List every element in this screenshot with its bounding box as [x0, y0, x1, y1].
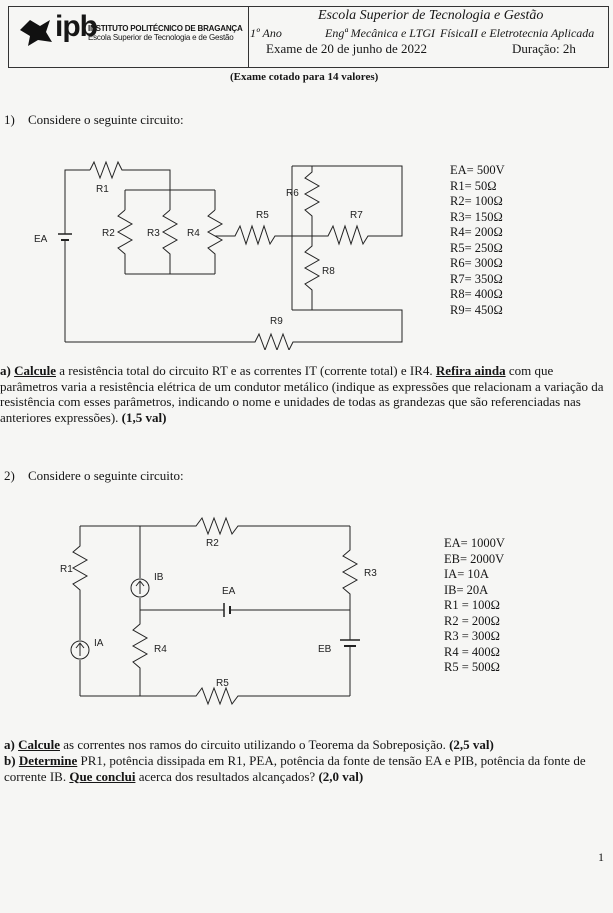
circuit-2-diagram — [60, 510, 400, 710]
q1-value: R6= 300Ω — [450, 256, 503, 270]
q2-title: Considere o seguinte circuito: — [28, 468, 184, 483]
q1-label-r6: R6 — [286, 188, 299, 199]
q1-label-r9: R9 — [270, 316, 283, 327]
q2-value: R5 = 500Ω — [444, 660, 500, 674]
q2-value: R3 = 300Ω — [444, 629, 500, 643]
q2-value: EB= 2000V — [444, 551, 505, 566]
q1-values-list — [450, 163, 505, 318]
exam-note: (Exame cotado para 14 valores) — [230, 71, 379, 83]
q2-label-r3: R3 — [364, 568, 377, 579]
q1-value: R9= 450Ω — [450, 302, 503, 317]
circuit-1-diagram — [30, 150, 430, 350]
q1-item-a-verb: Calcule — [14, 363, 56, 378]
q2-item-b-text: PR1, potência dissipada em R1, PEA, potência da fonte de tensão EA e PIB, potência da fonte de corrente IB. — [4, 753, 586, 784]
q2-number: 2) — [4, 468, 15, 483]
q2-item-a — [4, 737, 610, 753]
q1-value: R1= 50Ω — [450, 178, 497, 193]
q1-item-a-text: a resistência total do circuito RT e as correntes IT (corrente total) e IR4. — [55, 363, 436, 378]
q2-item-a-points: (2,5 val) — [445, 737, 494, 752]
q2-label-ib: IB — [154, 572, 164, 583]
q2-label-ia: IA — [94, 638, 104, 649]
institution-name: INSTITUTO POLITÉCNICO DE BRAGANÇA — [88, 24, 243, 33]
q2-item-a-label: a) — [4, 737, 15, 752]
q1-label-r7: R7 — [350, 210, 363, 221]
q2-value: R4 = 400Ω — [444, 644, 500, 659]
q2-item-b — [4, 753, 610, 784]
q1-label-r5: R5 — [256, 210, 269, 221]
q1-value: R3= 150Ω — [450, 209, 503, 224]
q2-item-a-text: as correntes nos ramos do circuito utilizando o Teorema da Sobreposição. — [59, 737, 446, 752]
q1-value: R5= 250Ω — [450, 240, 503, 255]
institution-school: Escola Superior de Tecnologia e de Gestão — [88, 33, 234, 42]
q1-item-a-verb2: Refira ainda — [435, 363, 506, 378]
q2-label-ea: EA — [222, 586, 236, 597]
q1-label-ea: EA — [34, 234, 48, 245]
q2-value: IB= 20A — [444, 582, 489, 597]
q2-item-a-verb: Calcule — [18, 737, 60, 752]
q2-label-eb: EB — [318, 644, 332, 655]
course: Engª Mecânica e LTGI — [325, 26, 436, 40]
q1-item-a — [0, 363, 610, 425]
q1-value: R4= 200Ω — [450, 225, 503, 239]
q2-value: R1 = 100Ω — [444, 598, 500, 612]
q1-label-r3: R3 — [147, 228, 160, 239]
q1-item-a-label: a) — [0, 363, 11, 378]
q1-value: EA= 500V — [450, 163, 505, 177]
logo-text: ipb — [55, 10, 97, 43]
q1-value: R2= 100Ω — [450, 194, 503, 208]
q2-label-r2: R2 — [206, 538, 219, 549]
duration: Duração: 2h — [512, 41, 576, 56]
exam-date: Exame de 20 de junho de 2022 — [266, 41, 428, 56]
q2-label-r1: R1 — [60, 564, 73, 575]
q2-label-r4: R4 — [154, 644, 167, 655]
q2-item-b-points: (2,0 val) — [315, 768, 364, 784]
q1-label-r4: R4 — [187, 228, 200, 239]
q2-item-b-text2: acerca dos resultados alcançados? — [135, 768, 316, 784]
q1-label-r2: R2 — [102, 228, 115, 239]
q2-item-b-verb2: Que conclui — [69, 768, 136, 784]
q2-label-r5: R5 — [216, 678, 229, 689]
q1-title: Considere o seguinte circuito: — [28, 112, 184, 127]
q2-value: EA= 1000V — [444, 536, 505, 550]
q1-label-r8: R8 — [322, 266, 335, 277]
year: 1º Ano — [250, 26, 282, 40]
subject: FísicaII e Eletrotecnia Aplicada — [440, 26, 595, 40]
q2-item-b-label: b) — [4, 753, 16, 768]
q1-value: R8= 400Ω — [450, 287, 503, 301]
ipb-logo-icon — [16, 16, 54, 48]
q1-item-a-text2: com que parâmetros varia a resistência elétrica de um condutor metálico (indique as expressões que relacionam a variação da resistência com esses parâmetros, indicando o nome e unidades de todas as grandezas que são referenciadas nas anteriores expressões). — [0, 363, 604, 425]
q1-label-r1: R1 — [96, 184, 109, 195]
q1-value: R7= 350Ω — [450, 271, 503, 286]
q1-item-a-points: (1,5 val) — [118, 409, 167, 425]
q2-value: IA= 10A — [444, 567, 489, 581]
q1-number: 1) — [4, 112, 15, 127]
page-number: 1 — [598, 850, 604, 864]
school-name: Escola Superior de Tecnologia e Gestão — [318, 8, 544, 23]
q2-values-list — [444, 536, 505, 676]
q2-value: R2 = 200Ω — [444, 613, 500, 628]
q2-item-b-verb: Determine — [18, 753, 78, 768]
